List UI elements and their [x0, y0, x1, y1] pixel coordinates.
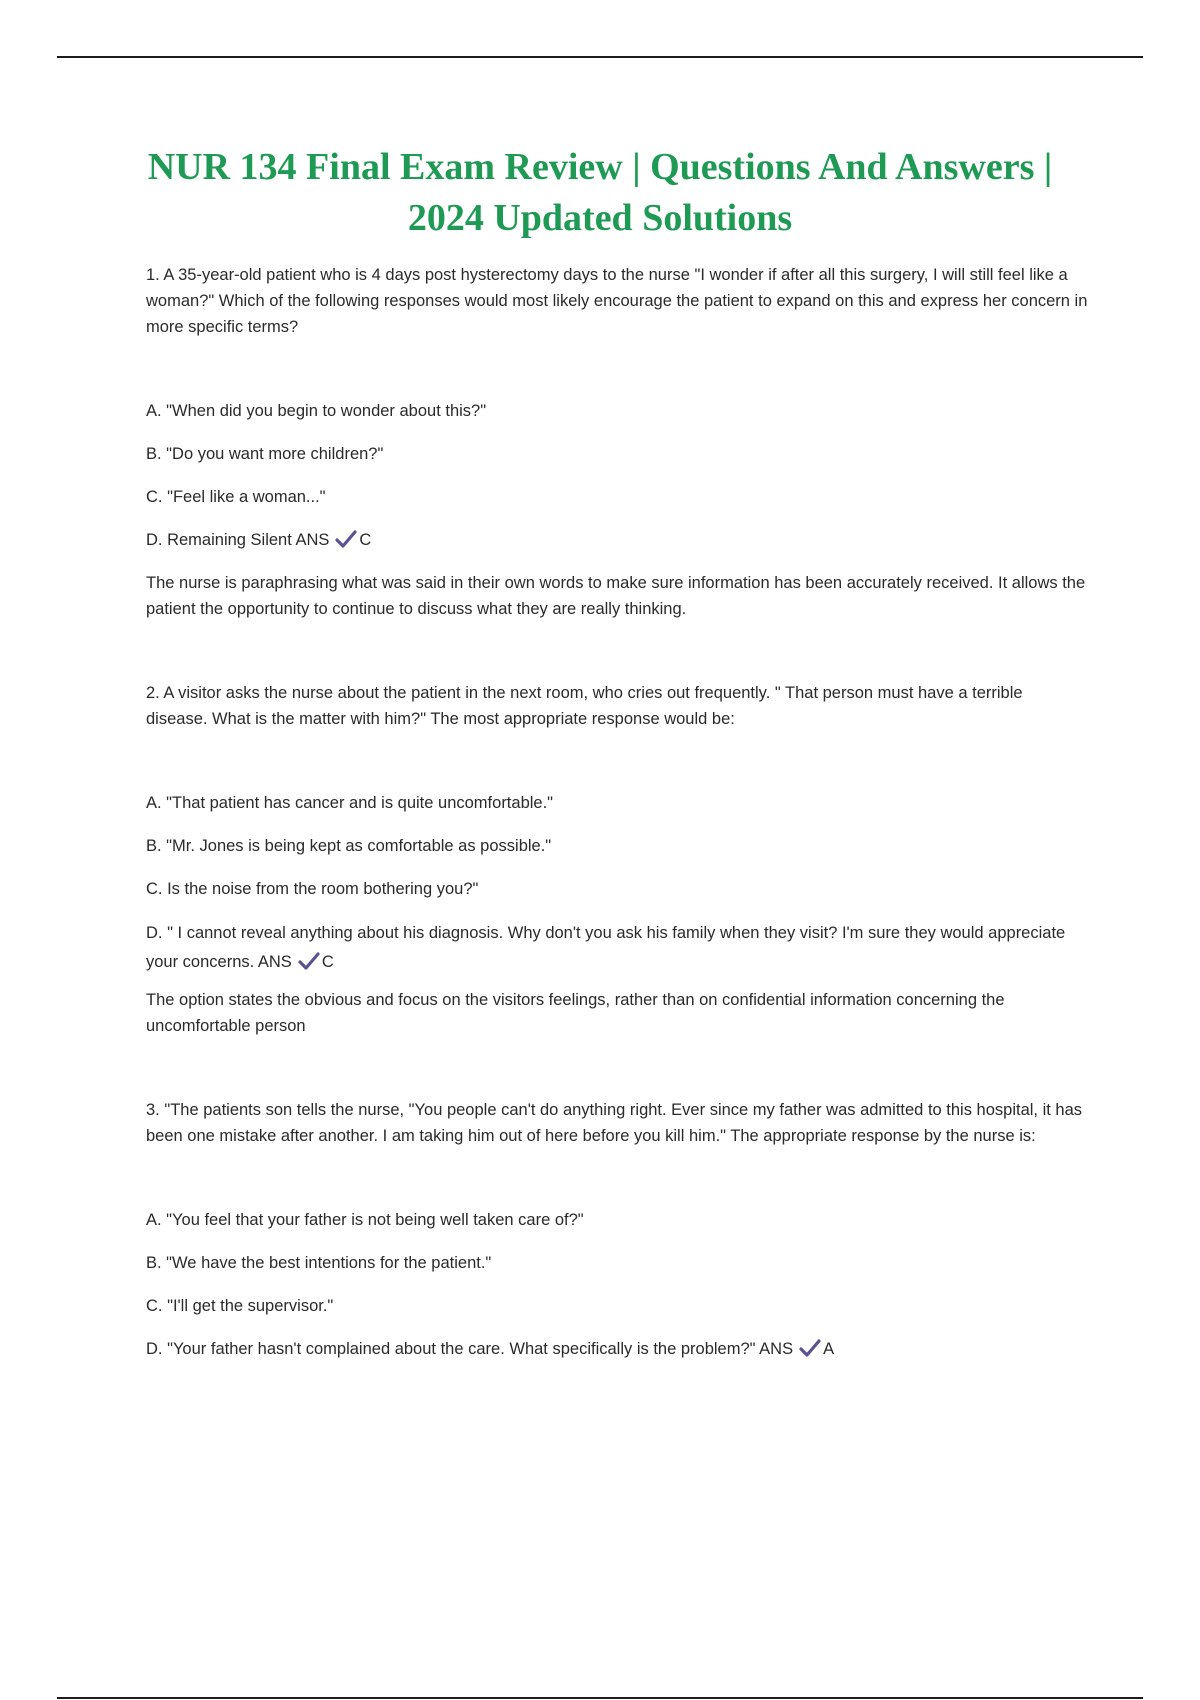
checkmark-icon [799, 1339, 821, 1357]
answer-option-text: D. " I cannot reveal anything about his diagnosis. Why don't you ask his family when they visit? I'm sure they would appreciate your concerns. ANS [146, 924, 1066, 971]
correct-answer-letter: C [359, 531, 372, 549]
answer-option: A. "That patient has cancer and is quite uncomfortable." [146, 794, 554, 812]
answer-option: C. "Feel like a woman..." [146, 488, 326, 506]
answer-option: B. "We have the best intentions for the patient." [146, 1254, 492, 1272]
question-text: 2. A visitor asks the nurse about the patient in the next room, who cries out frequently. " That person must have a terrible disease. What is the matter with him?" The most appropriate response would be: [146, 684, 1023, 728]
answer-option-with-answer [146, 919, 1088, 977]
checkmark-icon [335, 530, 357, 548]
answer-explanation: The nurse is paraphrasing what was said in their own words to make sure information has been accurately received. It allows the patient the opportunity to continue to discuss what they are really thinking. [146, 574, 1086, 618]
answer-option: B. "Do you want more children?" [146, 445, 384, 463]
answer-option: A. "When did you begin to wonder about this?" [146, 402, 487, 420]
answer-option-text: D. "Your father hasn't complained about the care. What specifically is the problem?" ANS [146, 1340, 794, 1358]
question-text: 3. "The patients son tells the nurse, "You people can't do anything right. Ever since my father was admitted to this hospital, it has been one mistake after another. I am taking him out of here before you kill him." The appropriate response by the nurse is: [146, 1101, 1083, 1145]
bottom-rule [57, 1697, 1143, 1699]
answer-option-text: D. Remaining Silent ANS [146, 531, 330, 549]
question-text: 1. A 35-year-old patient who is 4 days post hysterectomy days to the nurse "I wonder if after all this surgery, I will still feel like a woman?" Which of the following responses would most likely encourage the patient to expand on this and express her concern in more specific terms? [146, 266, 1088, 336]
correct-answer-letter: A [823, 1340, 835, 1358]
answer-explanation: The option states the obvious and focus on the visitors feelings, rather than on confidential information concerning the uncomfortable person [146, 991, 1005, 1035]
answer-option-with-answer [146, 1336, 1088, 1362]
answer-option: A. "You feel that your father is not being well taken care of?" [146, 1211, 584, 1229]
answer-option: B. "Mr. Jones is being kept as comfortable as possible." [146, 837, 552, 855]
page-title: NUR 134 Final Exam Review | Questions And Answers | 2024 Updated Solutions [147, 146, 1053, 239]
answer-option-with-answer [146, 527, 1088, 553]
answer-option: C. Is the noise from the room bothering you?" [146, 880, 479, 898]
checkmark-icon [298, 952, 320, 970]
top-rule [57, 56, 1143, 58]
document-body [146, 262, 1088, 1362]
correct-answer-letter: C [321, 953, 334, 971]
answer-option: C. "I'll get the supervisor." [146, 1297, 334, 1315]
